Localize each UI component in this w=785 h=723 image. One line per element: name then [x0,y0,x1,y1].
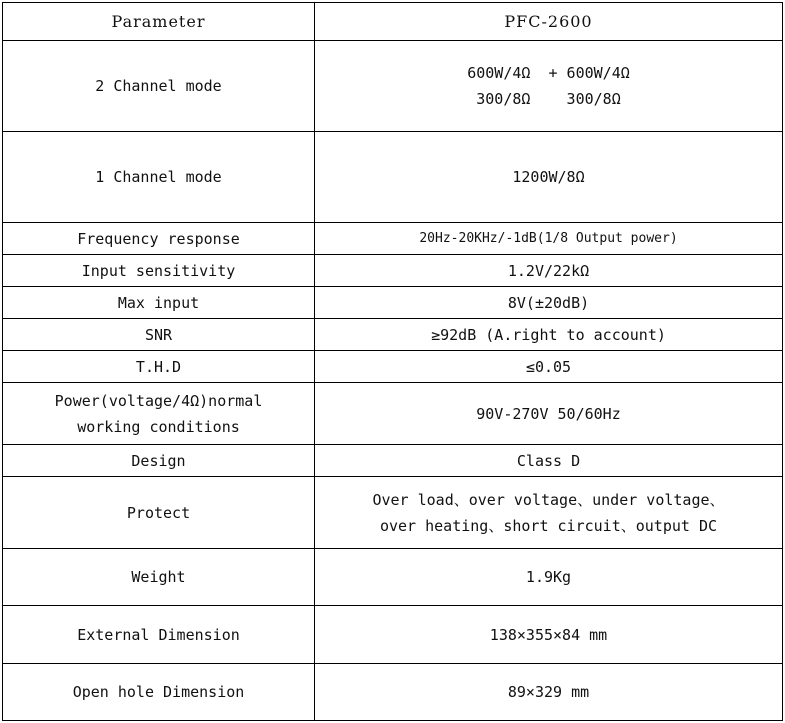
value-cell [315,383,783,445]
parameter-cell [3,606,315,664]
parameter-cell [3,287,315,319]
parameter-cell [3,132,315,223]
value-cell [315,445,783,477]
value-text: 8V(±20dB) [507,293,590,312]
value-cell [315,41,783,132]
value-cell [315,255,783,287]
value-cell [315,287,783,319]
header-model: PFC-2600 [315,3,783,41]
parameter-cell [3,477,315,549]
parameter-text: External Dimension [77,625,240,644]
value-text: 90V-270V 50/60Hz [476,404,621,423]
parameter-text: Weight [131,568,186,586]
header-row [3,3,783,41]
table-row [3,664,783,721]
value-text: Class D [516,451,581,470]
value-text: 89×329 mm [507,683,590,701]
parameter-cell [3,255,315,287]
value-cell [315,319,783,351]
value-cell [315,477,783,549]
parameter-text: Protect [126,503,191,522]
parameter-cell [3,549,315,606]
value-text: 600W/4Ω + 600W/4Ω [467,64,630,82]
parameter-cell [3,383,315,445]
parameter-text: Input sensitivity [81,261,236,280]
parameter-cell [3,445,315,477]
value-text: 1.2V/22kΩ [507,261,590,280]
table-row [3,319,783,351]
table-row [3,223,783,255]
parameter-text: Open hole Dimension [72,683,245,701]
table-row [3,255,783,287]
parameter-text: Frequency response [77,229,240,248]
table-row [3,383,783,445]
value-cell [315,223,783,255]
parameter-text: 2 Channel mode [95,77,222,95]
parameter-text: working conditions [77,417,240,436]
parameter-cell [3,319,315,351]
value-cell [315,351,783,383]
value-text: Over load、over voltage、under voltage、 [372,490,725,509]
parameter-cell [3,351,315,383]
table-row [3,606,783,664]
value-text: 300/8Ω 300/8Ω [476,90,621,108]
value-cell [315,549,783,606]
value-text: over heating、short circuit、output DC [379,516,718,535]
table-row [3,549,783,606]
value-text: 1200W/8Ω [512,168,585,186]
parameter-cell [3,664,315,721]
parameter-text: SNR [144,325,173,344]
value-text: ≥92dB (A.right to account) [431,325,666,344]
parameter-cell [3,223,315,255]
value-text: 138×355×84 mm [489,625,608,644]
parameter-text: Power(voltage/4Ω)normal [54,391,263,410]
parameter-cell [3,41,315,132]
table-row [3,477,783,549]
parameter-text: 1 Channel mode [95,168,222,186]
table-row [3,132,783,223]
value-cell [315,132,783,223]
table-row [3,41,783,132]
value-cell [315,664,783,721]
value-cell [315,606,783,664]
parameter-text: Design [131,451,186,470]
spec-table [2,2,783,721]
header-parameter: Parameter [3,3,315,41]
value-text: 1.9Kg [525,568,572,586]
value-text: 20Hz-20KHz/-1dB(1/8 Output power) [419,230,678,246]
value-text: ≤0.05 [525,357,572,376]
parameter-text: T.H.D [135,357,182,376]
parameter-text: Max input [117,293,200,312]
table-row [3,287,783,319]
table-row [3,351,783,383]
table-row [3,445,783,477]
